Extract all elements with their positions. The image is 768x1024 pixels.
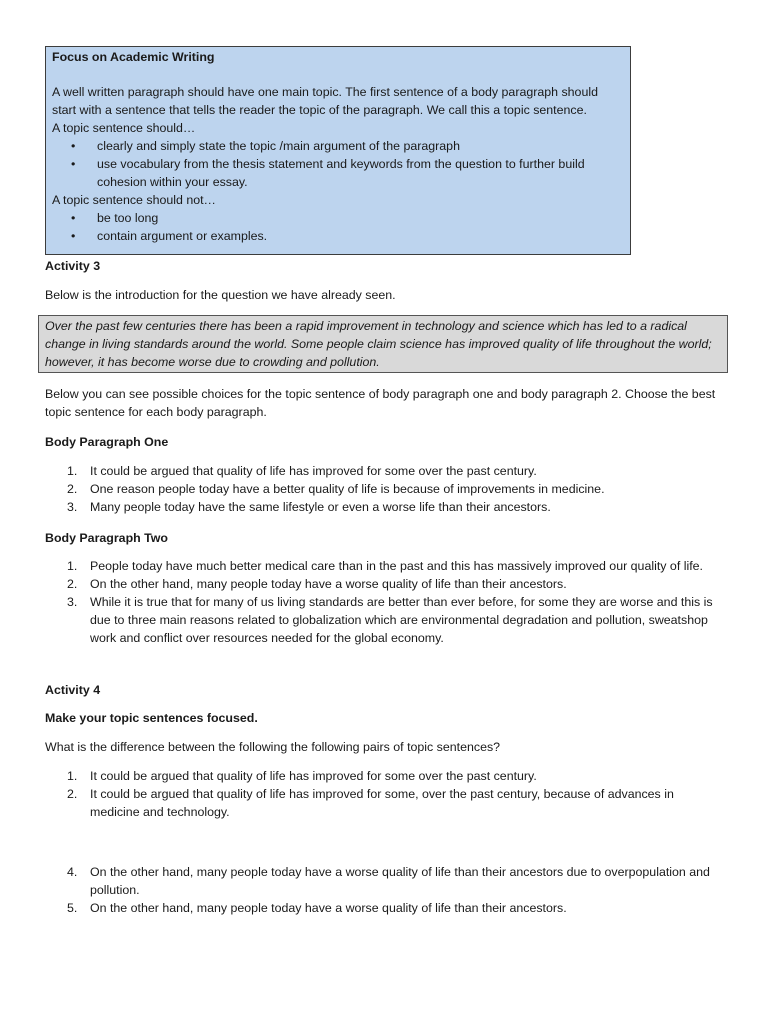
body-paragraph-one-heading: Body Paragraph One <box>45 435 169 449</box>
pair-one-list <box>45 767 725 821</box>
should-not-list <box>52 209 624 245</box>
activity-4-subheading: Make your topic sentences focused. <box>45 711 258 725</box>
should-list <box>52 137 624 191</box>
list-item: 3. Many people today have the same lifestyle or even a worse life than their ancestors. <box>67 500 551 514</box>
pair-two-list <box>45 863 725 917</box>
activity-3-intro: Below is the introduction for the question we have already seen. <box>45 288 396 302</box>
should-label: A topic sentence should… <box>52 121 196 135</box>
activity-3-heading: Activity 3 <box>45 259 101 273</box>
focus-title: Focus on Academic Writing <box>52 50 215 64</box>
list-item: 2. One reason people today have a better quality of life is because of improvements in medicine. <box>67 482 605 496</box>
body-paragraph-one-list <box>45 462 735 516</box>
body-paragraph-two-heading: Body Paragraph Two <box>45 531 169 545</box>
list-item: • use vocabulary from the thesis statement and keywords from the question to further build cohesion within your essay. <box>71 157 585 189</box>
activity-4-question: What is the difference between the following the following pairs of topic sentences? <box>45 740 501 754</box>
list-item: • clearly and simply state the topic /main argument of the paragraph <box>71 139 460 153</box>
list-item: 2. On the other hand, many people today have a worse quality of life than their ancestors. <box>67 577 567 591</box>
list-item: 1. It could be argued that quality of life has improved for some over the past century. <box>67 769 537 783</box>
list-item: 1. People today have much better medical care than in the past and this has massively improved our quality of life. <box>67 559 703 573</box>
list-item: 1. It could be argued that quality of life has improved for some over the past century. <box>67 464 537 478</box>
bullet-icon: • <box>71 139 76 153</box>
list-item: • contain argument or examples. <box>71 229 268 243</box>
focus-box <box>45 46 631 255</box>
focus-paragraph-line-2: start with a sentence that tells the reader the topic of the paragraph. We call this a topic sentence. <box>52 103 587 117</box>
list-item: 3. While it is true that for many of us living standards are better than ever before, for some they are worse and this is due to three main reasons related to globalization which are environmental degradation and pollution, sweatshop work and conflict over resources needed for the global economy. <box>67 595 713 645</box>
focus-paragraph-line-1: A well written paragraph should have one main topic. The first sentence of a body paragraph should <box>52 85 598 99</box>
bullet-icon: • <box>71 211 76 225</box>
activity-4-heading: Activity 4 <box>45 683 101 697</box>
list-item: 2. It could be argued that quality of life has improved for some, over the past century, because of advances in medicine and technology. <box>67 787 674 819</box>
list-item: • be too long <box>71 211 159 225</box>
bullet-icon: • <box>71 229 76 243</box>
activity-3-instructions: Below you can see possible choices for the topic sentence of body paragraph one and body paragraph 2. Choose the best topic sentence for each body paragraph. <box>45 387 716 419</box>
should-not-label: A topic sentence should not… <box>52 193 216 207</box>
introduction-box: Over the past few centuries there has been a rapid improvement in technology and science which has led to a radical change in living standards around the world. Some people claim science has improved quality of life throughout the world; however, it has become worse due to crowding and pollution. <box>38 315 728 373</box>
body-paragraph-two-list <box>45 557 735 647</box>
list-item: 5. On the other hand, many people today have a worse quality of life than their ancestors. <box>67 901 567 915</box>
bullet-icon: • <box>71 157 76 171</box>
list-item: 4. On the other hand, many people today have a worse quality of life than their ancestors due to overpopulation and pollution. <box>67 865 710 897</box>
